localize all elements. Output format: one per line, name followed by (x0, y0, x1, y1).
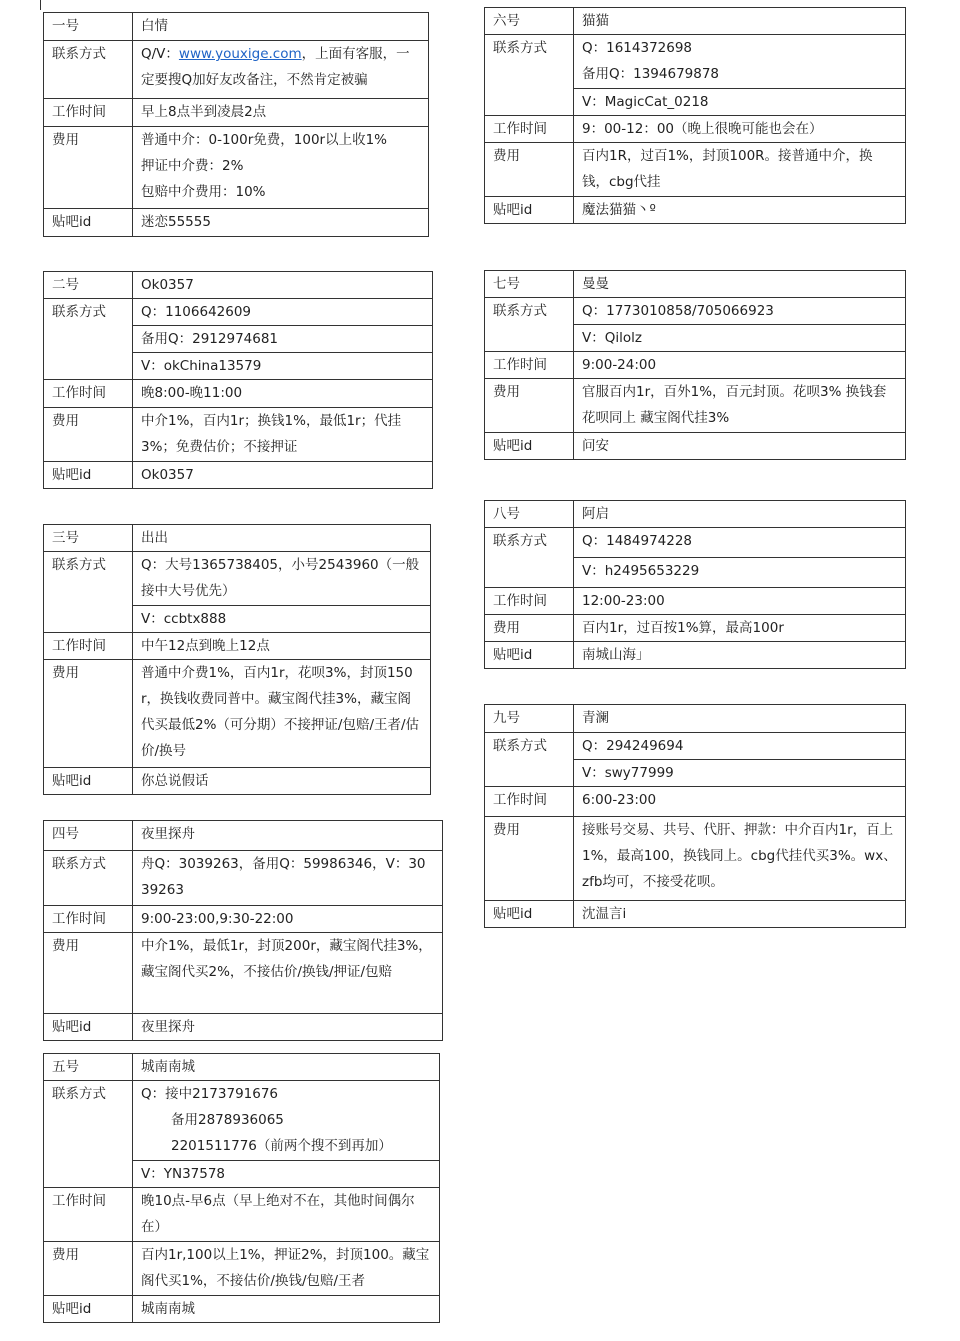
card-number: 四号 (44, 821, 133, 851)
tieba-value: 城南南城 (133, 1296, 440, 1323)
contact-lines (574, 35, 906, 89)
hours-value: 中午12点到晚上12点 (133, 633, 431, 660)
fee-value: 百内1r，过百按1%算，最高100r (574, 615, 906, 642)
fee-line: 普通中介：0-100r免费，100r以上收1% (141, 132, 388, 148)
card-number: 二号 (44, 272, 133, 299)
tieba-value: 魔法猫猫丶º (574, 197, 906, 224)
contact-line: V：swy77999 (574, 760, 906, 787)
contact-line: Q：1614372698 (582, 40, 693, 56)
contact-line: Q：大号1365738405，小号2543960（一般接中大号优先） (133, 552, 431, 606)
hours-value: 晚8:00-晚11:00 (133, 380, 433, 408)
card-name: 青澜 (574, 705, 906, 733)
card-name: 曼曼 (574, 271, 906, 298)
hours-label: 工作时间 (485, 787, 574, 817)
card-number: 五号 (44, 1054, 133, 1081)
tieba-value: 问安 (574, 433, 906, 460)
hours-value: 9:00-24:00 (574, 352, 906, 379)
tieba-label: 贴吧id (44, 462, 133, 489)
fee-label: 费用 (44, 408, 133, 462)
contact-label: 联系方式 (44, 299, 133, 380)
tieba-label: 贴吧id (44, 209, 133, 237)
hours-value: 12:00-23:00 (574, 588, 906, 615)
card-6 (484, 7, 906, 224)
contact-label: 联系方式 (485, 528, 574, 588)
contact-line: 备用Q：2912974681 (133, 326, 433, 353)
tieba-label: 贴吧id (44, 1014, 133, 1041)
contact-value: 舟Q：3039263，备用Q：59986346，V：3039263 (133, 851, 443, 906)
contact-line: V：ccbtx888 (133, 606, 431, 633)
corner-mark (40, 0, 41, 10)
card-name: 夜里探舟 (133, 821, 443, 851)
contact-suffix: ，上面有客服，一定要搜Q加好友改备注，不然肯定被骗 (141, 46, 410, 88)
fee-value (133, 127, 429, 209)
contact-prefix: Q/V： (141, 46, 179, 62)
fee-label: 费用 (44, 660, 133, 768)
contact-line: V：YN37578 (133, 1161, 440, 1188)
fee-line: 押证中介费：2% (141, 158, 244, 174)
fee-value: 百内1R，过百1%，封顶100R。接普通中介，换钱，cbg代挂 (574, 143, 906, 197)
contact-line: Q：1484974228 (574, 528, 906, 558)
card-7 (484, 270, 906, 460)
fee-line: 包赔中介费用：10% (141, 184, 266, 200)
fee-label: 费用 (485, 615, 574, 642)
fee-label: 费用 (485, 379, 574, 433)
card-number: 九号 (485, 705, 574, 733)
card-5 (43, 1053, 440, 1323)
hours-label: 工作时间 (44, 380, 133, 408)
contact-line: Q：294249694 (574, 733, 906, 760)
fee-value: 百内1r,100以上1%，押证2%，封顶100。藏宝阁代买1%，不接估价/换钱/包赔/王者 (133, 1242, 440, 1296)
hours-value: 9：00-12：00（晚上很晚可能也会在） (574, 116, 906, 143)
fee-label: 费用 (485, 817, 574, 901)
hours-label: 工作时间 (44, 99, 133, 127)
hours-value: 6:00-23:00 (574, 787, 906, 817)
contact-label: 联系方式 (44, 1081, 133, 1188)
hours-value: 9:00-23:00,9:30-22:00 (133, 906, 443, 933)
card-3 (43, 524, 431, 795)
contact-label: 联系方式 (485, 298, 574, 352)
contact-line: V：MagicCat_0218 (574, 89, 906, 116)
contact-line: V：okChina13579 (133, 353, 433, 380)
tieba-label: 贴吧id (485, 901, 574, 928)
card-4 (43, 820, 443, 1041)
card-name: 城南南城 (133, 1054, 440, 1081)
contact-line: V：Qilolz (574, 325, 906, 352)
hours-label: 工作时间 (44, 906, 133, 933)
tieba-value: 南城山海」 (574, 642, 906, 669)
card-name: 猫猫 (574, 8, 906, 35)
hours-label: 工作时间 (485, 588, 574, 615)
fee-label: 费用 (44, 933, 133, 1014)
contact-label: 联系方式 (44, 552, 133, 633)
contact-label: 联系方式 (485, 733, 574, 787)
tieba-label: 贴吧id (44, 768, 133, 795)
hours-label: 工作时间 (44, 1188, 133, 1242)
fee-value: 中介1%，百内1r；换钱1%，最低1r；代挂3%；免费估价；不接押证 (133, 408, 433, 462)
hours-value: 晚10点-早6点（早上绝对不在，其他时间偶尔在） (133, 1188, 440, 1242)
tieba-value: 迷恋55555 (133, 209, 429, 237)
tieba-value: 你总说假话 (133, 768, 431, 795)
hours-label: 工作时间 (485, 352, 574, 379)
contact-line: 备用2878936065 (171, 1112, 284, 1128)
contact-line: Q：接中2173791676 (141, 1086, 279, 1102)
contact-value (133, 41, 429, 99)
card-name: 白情 (133, 13, 429, 41)
card-9 (484, 704, 906, 928)
card-number: 三号 (44, 525, 133, 552)
fee-value: 官服百内1r，百外1%，百元封顶。花呗3% 换钱套花呗同上 藏宝阁代挂3% (574, 379, 906, 433)
fee-label: 费用 (44, 127, 133, 209)
hours-value: 早上8点半到凌晨2点 (133, 99, 429, 127)
card-number: 一号 (44, 13, 133, 41)
fee-label: 费用 (44, 1242, 133, 1296)
contact-label: 联系方式 (44, 851, 133, 906)
card-2 (43, 271, 433, 489)
card-number: 八号 (485, 501, 574, 528)
contact-line: V：h2495653229 (574, 558, 906, 588)
card-number: 七号 (485, 271, 574, 298)
fee-label: 费用 (485, 143, 574, 197)
contact-line: 2201511776（前两个搜不到再加） (171, 1138, 392, 1154)
fee-value: 普通中介费1%，百内1r，花呗3%，封顶150r，换钱收费同普中。藏宝阁代挂3%，藏宝阁代买最低2%（可分期）不接押证/包赔/王者/估价/换号 (133, 660, 431, 768)
tieba-value: Ok0357 (133, 462, 433, 489)
tieba-value: 夜里探舟 (133, 1014, 443, 1041)
fee-value: 中介1%，最低1r，封顶200r，藏宝阁代挂3%，藏宝阁代买2%，不接估价/换钱/押证/包赔 (133, 933, 443, 1014)
contact-label: 联系方式 (44, 41, 133, 99)
card-name: 阿启 (574, 501, 906, 528)
card-number: 六号 (485, 8, 574, 35)
hours-label: 工作时间 (485, 116, 574, 143)
tieba-label: 贴吧id (44, 1296, 133, 1323)
card-name: 出出 (133, 525, 431, 552)
contact-label: 联系方式 (485, 35, 574, 116)
contact-line: 备用Q：1394679878 (582, 66, 720, 82)
contact-line: Q：1773010858/705066923 (574, 298, 906, 325)
website-link[interactable]: www.youxige.com (178, 46, 302, 62)
tieba-value: 沈温言i (574, 901, 906, 928)
contact-line: Q：1106642609 (133, 299, 433, 326)
contact-lines (133, 1081, 440, 1161)
hours-label: 工作时间 (44, 633, 133, 660)
card-1 (43, 12, 429, 237)
card-name: Ok0357 (133, 272, 433, 299)
fee-value: 接账号交易、共号、代肝、押款：中介百内1r，百上1%，最高100，换钱同上。cbg代挂代买3%。wx、zfb均可，不接受花呗。 (574, 817, 906, 901)
tieba-label: 贴吧id (485, 642, 574, 669)
tieba-label: 贴吧id (485, 433, 574, 460)
card-8 (484, 500, 906, 669)
tieba-label: 贴吧id (485, 197, 574, 224)
